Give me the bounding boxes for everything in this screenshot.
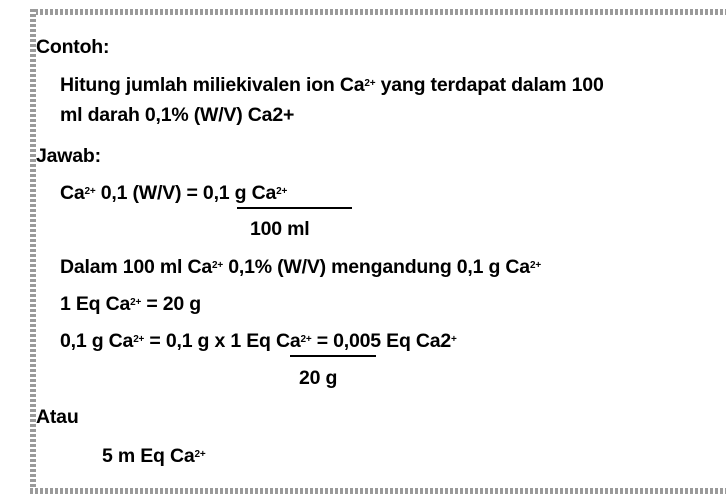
step3-text-b: = 20 g [141, 293, 201, 315]
contoh-label: Contoh: [36, 36, 110, 58]
superscript: 2+ [529, 260, 541, 271]
step4-denominator: 20 g [299, 367, 338, 389]
fraction-bar-2 [290, 355, 376, 357]
superscript: 2+ [133, 334, 145, 345]
superscript: 2+ [194, 449, 206, 460]
step1-ca: Ca [60, 182, 85, 204]
superscript: + [451, 334, 457, 345]
step2-statement [60, 256, 541, 278]
step1-denominator: 100 ml [250, 218, 310, 240]
atau-label: Atau [36, 406, 79, 428]
step1-equation [60, 182, 287, 204]
superscript: 2+ [364, 78, 376, 89]
question-text-b: yang terdapat dalam 100 [375, 74, 604, 96]
bottom-dotted-border [30, 488, 726, 494]
superscript: 2+ [212, 260, 224, 271]
superscript: 2+ [84, 186, 96, 197]
question-line-2: ml darah 0,1% (W/V) Ca2+ [60, 104, 295, 126]
step2-text-a: Dalam 100 ml Ca [60, 256, 213, 278]
step3-text-a: 1 Eq Ca [60, 293, 131, 315]
fraction-bar-1 [237, 207, 352, 209]
jawab-label: Jawab: [36, 145, 101, 167]
step4-equation [60, 330, 457, 352]
final-answer [102, 445, 206, 467]
step1-rest: 0,1 (W/V) = 0,1 g Ca [95, 182, 277, 204]
question-text-a: Hitung jumlah miliekivalen ion Ca [60, 74, 365, 96]
step2-text-b: 0,1% (W/V) mengandung 0,1 g Ca [223, 256, 530, 278]
superscript: 2+ [276, 186, 288, 197]
answer-text: 5 m Eq Ca [102, 445, 195, 467]
superscript: 2+ [130, 297, 142, 308]
step4-text-a: 0,1 g Ca [60, 330, 134, 352]
question-line-1 [60, 74, 604, 96]
step4-text-c: = 0,005 Eq Ca2 [311, 330, 452, 352]
step3-statement [60, 293, 201, 315]
superscript: 2+ [300, 334, 312, 345]
step4-text-b: = 0,1 g x 1 Eq Ca [144, 330, 301, 352]
top-dotted-border [30, 9, 726, 15]
